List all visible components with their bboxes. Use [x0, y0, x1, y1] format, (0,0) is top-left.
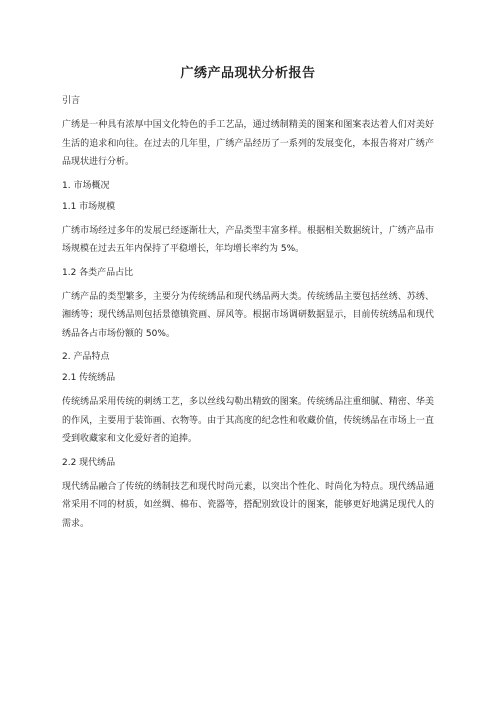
paragraph-intro: 广绣是一种具有浓厚中国文化特色的手工艺品，通过绣制精美的图案和图案表达着人们对美好生活的追求和向往。在过去的几年里，广绣产品经历了一系列的发展变化，本报告将对广绣产品现状进行分析。 — [62, 120, 434, 167]
paragraph-modern: 现代绣品融合了传统的绣制技艺和现代时尚元素，以突出个性化、时尚化为特点。现代绣品通常采用不同的材质，如丝绸、棉布、瓷器等，搭配别致设计的图案，能够更好地满足现代人的需求。 — [62, 481, 434, 529]
section-heading-intro: 引言 — [62, 96, 81, 106]
subsection-heading-product-share: 1.2 各类产品占比 — [62, 267, 134, 278]
paragraph-traditional: 传统绣品采用传统的刺绣工艺，多以丝线勾勒出精致的图案。传统绣品注重细腻、精密、华美的作风，主要用于装饰画、衣物等。由于其高度的纪念性和收藏价值，传统绣品在市场上一直受到收藏家和文化爱好者的追捧。 — [62, 397, 434, 444]
paragraph-product-share: 广绣产品的类型繁多，主要分为传统绣品和现代绣品两大类。传统绣品主要包括丝绣、苏绣、湘绣等；现代绣品则包括景德镇瓷画、屏风等。根据市场调研数据显示，目前传统绣品和现代绣品各占市场份额的 50%。 — [62, 291, 434, 339]
document-title: 广绣产品现状分析报告 — [180, 66, 316, 81]
subsection-heading-market-size: 1.1 市场规模 — [62, 201, 116, 212]
paragraph-market-size: 广绣市场经过多年的发展已经逐渐壮大，产品类型丰富多样。根据相关数据统计，广绣产品市场规模在过去五年内保持了平稳增长，年均增长率约为 5%。 — [62, 225, 434, 254]
section-heading-features: 2. 产品特点 — [62, 352, 110, 362]
subsection-heading-traditional: 2.1 传统绣品 — [62, 373, 116, 383]
subsection-heading-modern: 2.2 现代绣品 — [62, 457, 116, 468]
section-heading-market: 1. 市场概况 — [62, 180, 110, 191]
